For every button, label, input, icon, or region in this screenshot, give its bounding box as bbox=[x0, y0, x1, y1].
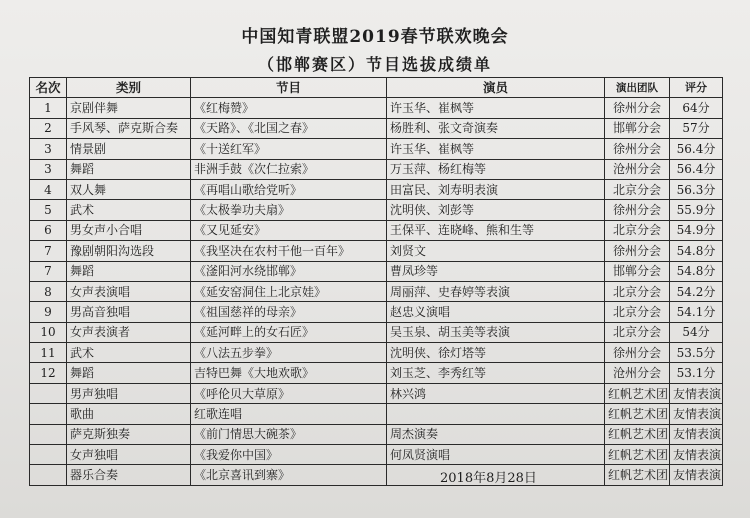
performer-cell: 曹凤珍等 bbox=[387, 261, 605, 281]
header-performer: 演员 bbox=[387, 78, 605, 98]
performer-cell: 吴玉泉、胡玉美等表演 bbox=[387, 322, 605, 342]
program-cell: 吉特巴舞《大地欢歌》 bbox=[191, 363, 387, 383]
table-row bbox=[30, 445, 723, 465]
performer-cell: 沈明侠、刘彭等 bbox=[387, 200, 605, 220]
score-cell: 54.8分 bbox=[670, 241, 723, 261]
table-row bbox=[30, 220, 723, 240]
performer-cell bbox=[387, 404, 605, 424]
performer-cell: 周丽萍、史春婷等表演 bbox=[387, 281, 605, 301]
team-cell: 徐州分会 bbox=[605, 200, 670, 220]
category-cell: 豫剧朝阳沟选段 bbox=[67, 241, 191, 261]
program-cell: 《我坚决在农村干他一百年》 bbox=[191, 241, 387, 261]
team-cell: 红帆艺术团 bbox=[605, 424, 670, 444]
program-cell: 《延安窑洞住上北京娃》 bbox=[191, 281, 387, 301]
rank-cell: 7 bbox=[30, 241, 67, 261]
performer-cell: 王保平、连晓峰、熊和生等 bbox=[387, 220, 605, 240]
team-cell: 徐州分会 bbox=[605, 343, 670, 363]
rank-cell: 6 bbox=[30, 220, 67, 240]
category-cell: 舞蹈 bbox=[67, 159, 191, 179]
results-table bbox=[29, 77, 723, 486]
score-cell: 友情表演 bbox=[670, 424, 723, 444]
team-cell: 沧州分会 bbox=[605, 363, 670, 383]
category-cell: 器乐合奏 bbox=[67, 465, 191, 485]
team-cell: 邯郸分会 bbox=[605, 118, 670, 138]
score-cell: 56.4分 bbox=[670, 139, 723, 159]
document-date: 2018年8月28日 bbox=[440, 471, 537, 486]
team-cell: 红帆艺术团 bbox=[605, 383, 670, 403]
header-category: 类别 bbox=[67, 78, 191, 98]
team-cell: 徐州分会 bbox=[605, 98, 670, 118]
program-cell: 《天路》、《北国之春》 bbox=[191, 118, 387, 138]
category-cell: 男高音独唱 bbox=[67, 302, 191, 322]
table-row bbox=[30, 281, 723, 301]
category-cell: 男声独唱 bbox=[67, 383, 191, 403]
rank-cell: 3 bbox=[30, 139, 67, 159]
score-cell: 64分 bbox=[670, 98, 723, 118]
rank-cell: 8 bbox=[30, 281, 67, 301]
rank-cell: 4 bbox=[30, 179, 67, 199]
score-cell: 友情表演 bbox=[670, 383, 723, 403]
table-row bbox=[30, 424, 723, 444]
category-cell: 歌曲 bbox=[67, 404, 191, 424]
document-subtitle: （邯郸赛区）节目选拔成绩单 bbox=[257, 55, 492, 74]
program-cell: 《延河畔上的女石匠》 bbox=[191, 322, 387, 342]
category-cell: 京剧伴舞 bbox=[67, 98, 191, 118]
rank-cell: 1 bbox=[30, 98, 67, 118]
score-cell: 54.1分 bbox=[670, 302, 723, 322]
score-cell: 54.8分 bbox=[670, 261, 723, 281]
header-score: 评分 bbox=[670, 78, 723, 98]
header-program: 节目 bbox=[191, 78, 387, 98]
rank-cell: 10 bbox=[30, 322, 67, 342]
category-cell: 女声表演者 bbox=[67, 322, 191, 342]
program-cell: 《红梅赞》 bbox=[191, 98, 387, 118]
program-cell: 《又见延安》 bbox=[191, 220, 387, 240]
score-cell: 54分 bbox=[670, 322, 723, 342]
performer-cell: 许玉华、崔枫等 bbox=[387, 139, 605, 159]
table-row bbox=[30, 118, 723, 138]
table-body bbox=[30, 98, 723, 485]
performer-cell: 刘贤文 bbox=[387, 241, 605, 261]
category-cell: 武术 bbox=[67, 200, 191, 220]
performer-cell: 林兴鸿 bbox=[387, 383, 605, 403]
program-cell: 《前门情思大碗茶》 bbox=[191, 424, 387, 444]
performer-cell: 杨胜利、张文奇演奏 bbox=[387, 118, 605, 138]
team-cell: 北京分会 bbox=[605, 322, 670, 342]
rank-cell bbox=[30, 383, 67, 403]
score-cell: 56.3分 bbox=[670, 179, 723, 199]
program-cell: 《祖国慈祥的母亲》 bbox=[191, 302, 387, 322]
score-cell: 友情表演 bbox=[670, 445, 723, 465]
team-cell: 红帆艺术团 bbox=[605, 445, 670, 465]
performer-cell: 沈明侠、徐灯塔等 bbox=[387, 343, 605, 363]
program-cell: 《再唱山歌给党听》 bbox=[191, 179, 387, 199]
team-cell: 红帆艺术团 bbox=[605, 404, 670, 424]
document-title: 中国知青联盟2019春节联欢晚会 bbox=[241, 27, 509, 47]
category-cell: 双人舞 bbox=[67, 179, 191, 199]
score-cell: 54.9分 bbox=[670, 220, 723, 240]
program-cell: 《北京喜讯到寨》 bbox=[191, 465, 387, 485]
category-cell: 萨克斯独奏 bbox=[67, 424, 191, 444]
rank-cell: 3 bbox=[30, 159, 67, 179]
table-row bbox=[30, 322, 723, 342]
rank-cell bbox=[30, 465, 67, 485]
program-cell: 《滏阳河水绕邯郸》 bbox=[191, 261, 387, 281]
team-cell: 红帆艺术团 bbox=[605, 465, 670, 485]
rank-cell: 7 bbox=[30, 261, 67, 281]
score-cell: 54.2分 bbox=[670, 281, 723, 301]
category-cell: 手风琴、萨克斯合奏 bbox=[67, 118, 191, 138]
table-row bbox=[30, 200, 723, 220]
performer-cell: 周杰演奏 bbox=[387, 424, 605, 444]
rank-cell bbox=[30, 424, 67, 444]
score-cell: 55.9分 bbox=[670, 200, 723, 220]
header-team: 演出团队 bbox=[605, 78, 670, 98]
table-row bbox=[30, 159, 723, 179]
table-row bbox=[30, 261, 723, 281]
header-rank: 名次 bbox=[30, 78, 67, 98]
program-cell: 《十送红军》 bbox=[191, 139, 387, 159]
performer-cell: 赵忠义演唱 bbox=[387, 302, 605, 322]
program-cell: 《八法五步拳》 bbox=[191, 343, 387, 363]
team-cell: 徐州分会 bbox=[605, 241, 670, 261]
category-cell: 男女声小合唱 bbox=[67, 220, 191, 240]
table-row bbox=[30, 363, 723, 383]
rank-cell: 11 bbox=[30, 343, 67, 363]
score-cell: 53.5分 bbox=[670, 343, 723, 363]
table-row bbox=[30, 302, 723, 322]
team-cell: 北京分会 bbox=[605, 302, 670, 322]
score-cell: 友情表演 bbox=[670, 465, 723, 485]
table-row bbox=[30, 404, 723, 424]
team-cell: 北京分会 bbox=[605, 220, 670, 240]
score-cell: 友情表演 bbox=[670, 404, 723, 424]
rank-cell: 9 bbox=[30, 302, 67, 322]
rank-cell bbox=[30, 445, 67, 465]
performer-cell: 万玉萍、杨红梅等 bbox=[387, 159, 605, 179]
category-cell: 女声表演唱 bbox=[67, 281, 191, 301]
rank-cell: 5 bbox=[30, 200, 67, 220]
performer-cell: 刘玉芝、李秀红等 bbox=[387, 363, 605, 383]
category-cell: 情景剧 bbox=[67, 139, 191, 159]
performer-cell: 许玉华、崔枫等 bbox=[387, 98, 605, 118]
category-cell: 武术 bbox=[67, 343, 191, 363]
table-row bbox=[30, 98, 723, 118]
rank-cell bbox=[30, 404, 67, 424]
team-cell: 沧州分会 bbox=[605, 159, 670, 179]
rank-cell: 12 bbox=[30, 363, 67, 383]
rank-cell: 2 bbox=[30, 118, 67, 138]
table-header-row bbox=[30, 78, 723, 98]
category-cell: 舞蹈 bbox=[67, 261, 191, 281]
category-cell: 舞蹈 bbox=[67, 363, 191, 383]
program-cell: 《我爱你中国》 bbox=[191, 445, 387, 465]
team-cell: 邯郸分会 bbox=[605, 261, 670, 281]
program-cell: 《太极拳功夫扇》 bbox=[191, 200, 387, 220]
score-cell: 56.4分 bbox=[670, 159, 723, 179]
category-cell: 女声独唱 bbox=[67, 445, 191, 465]
team-cell: 北京分会 bbox=[605, 281, 670, 301]
table-row bbox=[30, 383, 723, 403]
table-row bbox=[30, 343, 723, 363]
table-row bbox=[30, 241, 723, 261]
table-row bbox=[30, 179, 723, 199]
team-cell: 徐州分会 bbox=[605, 139, 670, 159]
table-row bbox=[30, 465, 723, 485]
program-cell: 非洲手鼓《次仁拉索》 bbox=[191, 159, 387, 179]
performer-cell: 何凤贤演唱 bbox=[387, 445, 605, 465]
score-cell: 53.1分 bbox=[670, 363, 723, 383]
score-cell: 57分 bbox=[670, 118, 723, 138]
performer-cell: 田富民、刘寿明表演 bbox=[387, 179, 605, 199]
table-row bbox=[30, 139, 723, 159]
program-cell: 红歌连唱 bbox=[191, 404, 387, 424]
team-cell: 北京分会 bbox=[605, 179, 670, 199]
program-cell: 《呼伦贝大草原》 bbox=[191, 383, 387, 403]
